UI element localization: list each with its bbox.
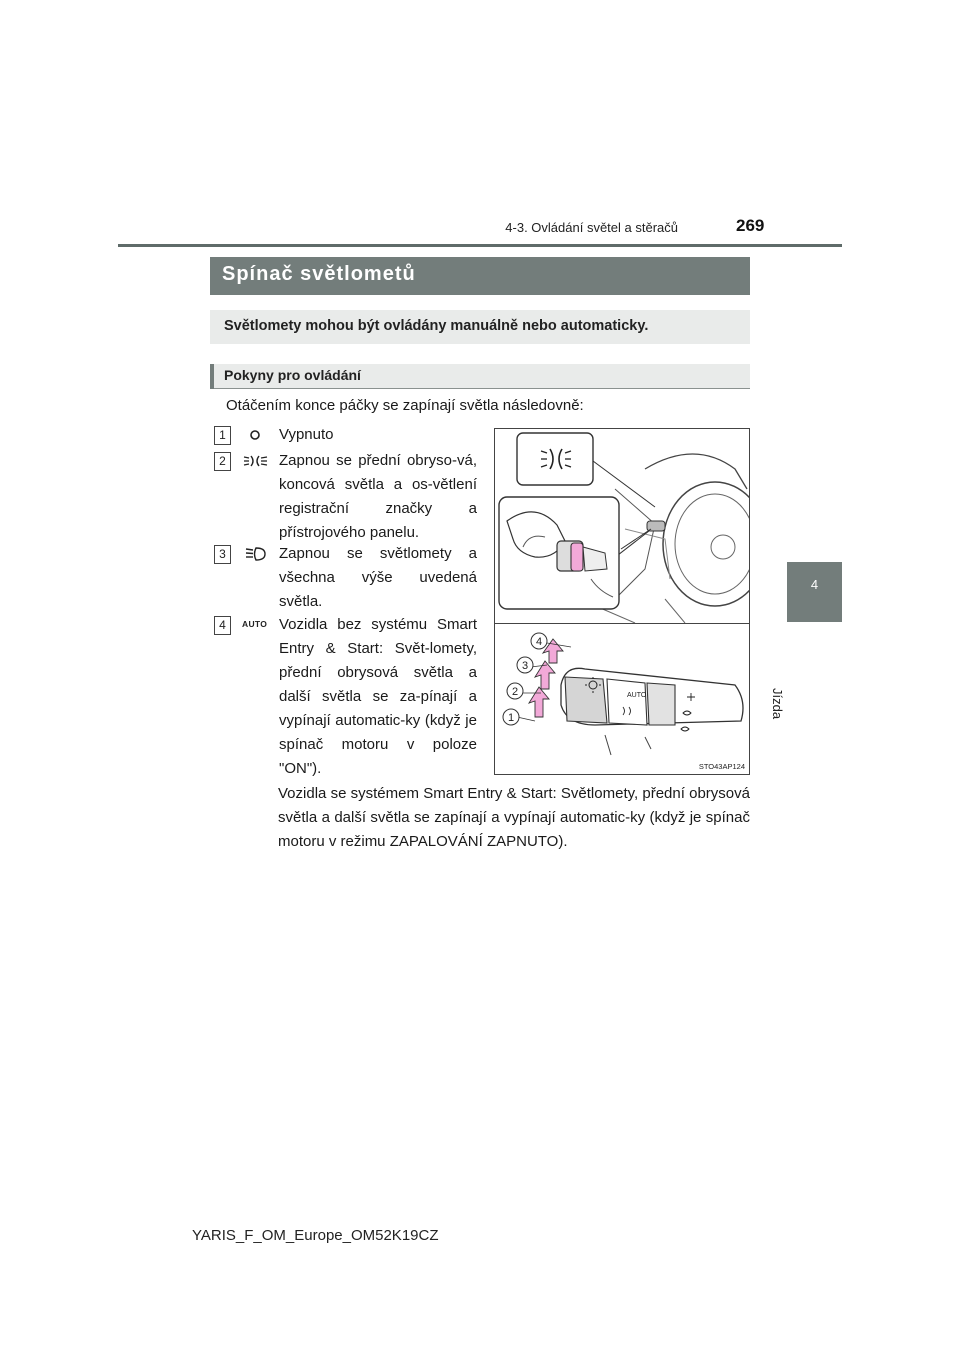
subheading-bar — [210, 364, 750, 389]
figure-code: STO43AP124 — [698, 762, 745, 771]
bottom-paragraph: Vozidla se systémem Smart Entry & Start: Světlomety, přední obrysová světla a další světla se zapínají a vypínají automatic-ky (když je spínač motoru v režimu ZAPALOVÁNÍ ZAPNUTO). — [278, 785, 750, 850]
chapter-label — [770, 640, 811, 720]
off-circle-icon — [247, 427, 269, 443]
lever-auto-label: AUTO — [627, 692, 647, 699]
intro-box — [210, 310, 750, 344]
figure-callout-4 — [531, 633, 547, 649]
chapter-label-text: Jízda — [770, 688, 785, 720]
headlight-icon — [245, 546, 267, 562]
item-number-2: 2 — [214, 452, 231, 471]
svg-text:3: 3 — [521, 660, 529, 672]
svg-text:1: 1 — [507, 712, 515, 724]
subheading: Pokyny pro ovládání — [224, 367, 361, 383]
item-text-2: Zapnou se přední obryso-vá, koncová světla a os-větlení registrační značky a přístrojového panelu. — [279, 452, 477, 541]
item-number-1: 1 — [214, 426, 231, 445]
item-text-3: Zapnou se světlomety a všechna výše uvedená světla. — [279, 545, 477, 610]
page-title-bar — [210, 257, 750, 295]
parking-lights-icon — [243, 453, 265, 469]
auto-icon: AUTO — [242, 619, 268, 629]
item-number-3: 3 — [214, 545, 231, 564]
svg-text:2: 2 — [511, 686, 519, 698]
figure-callout-3 — [517, 657, 533, 673]
header-rule — [118, 244, 842, 247]
item-text-1: Vypnuto — [279, 426, 334, 443]
item-number-4: 4 — [214, 616, 231, 635]
figure-callout-1 — [503, 709, 519, 725]
header-section-title: 4-3. Ovládání světel a stěračů — [505, 220, 678, 235]
lever-illustration — [495, 625, 749, 775]
svg-text:4: 4 — [535, 636, 543, 648]
page-number: 269 — [736, 216, 765, 235]
item-text-4: Vozidla bez systému Smart Entry & Start: Svět-lomety, přední obrysová světla a další světla se za-pínají a vypínají automatic-ky (když je spínač motoru v poloze "ON"). — [279, 616, 477, 777]
chapter-tab — [787, 562, 842, 622]
chapter-number: 4 — [810, 577, 819, 592]
dashboard-illustration — [495, 429, 749, 623]
figure-callout-2 — [507, 683, 523, 699]
footer-document-id: YARIS_F_OM_Europe_OM52K19CZ — [192, 1227, 439, 1244]
headlight-switch-figure — [494, 428, 750, 775]
intro-text: Světlomety mohou být ovládány manuálně nebo automaticky. — [224, 318, 649, 334]
lead-text: Otáčením konce páčky se zapínají světla následovně: — [226, 397, 584, 414]
figure-divider — [495, 623, 749, 624]
page-title: Spínač světlometů — [222, 263, 416, 285]
subheading-accent — [210, 364, 214, 389]
